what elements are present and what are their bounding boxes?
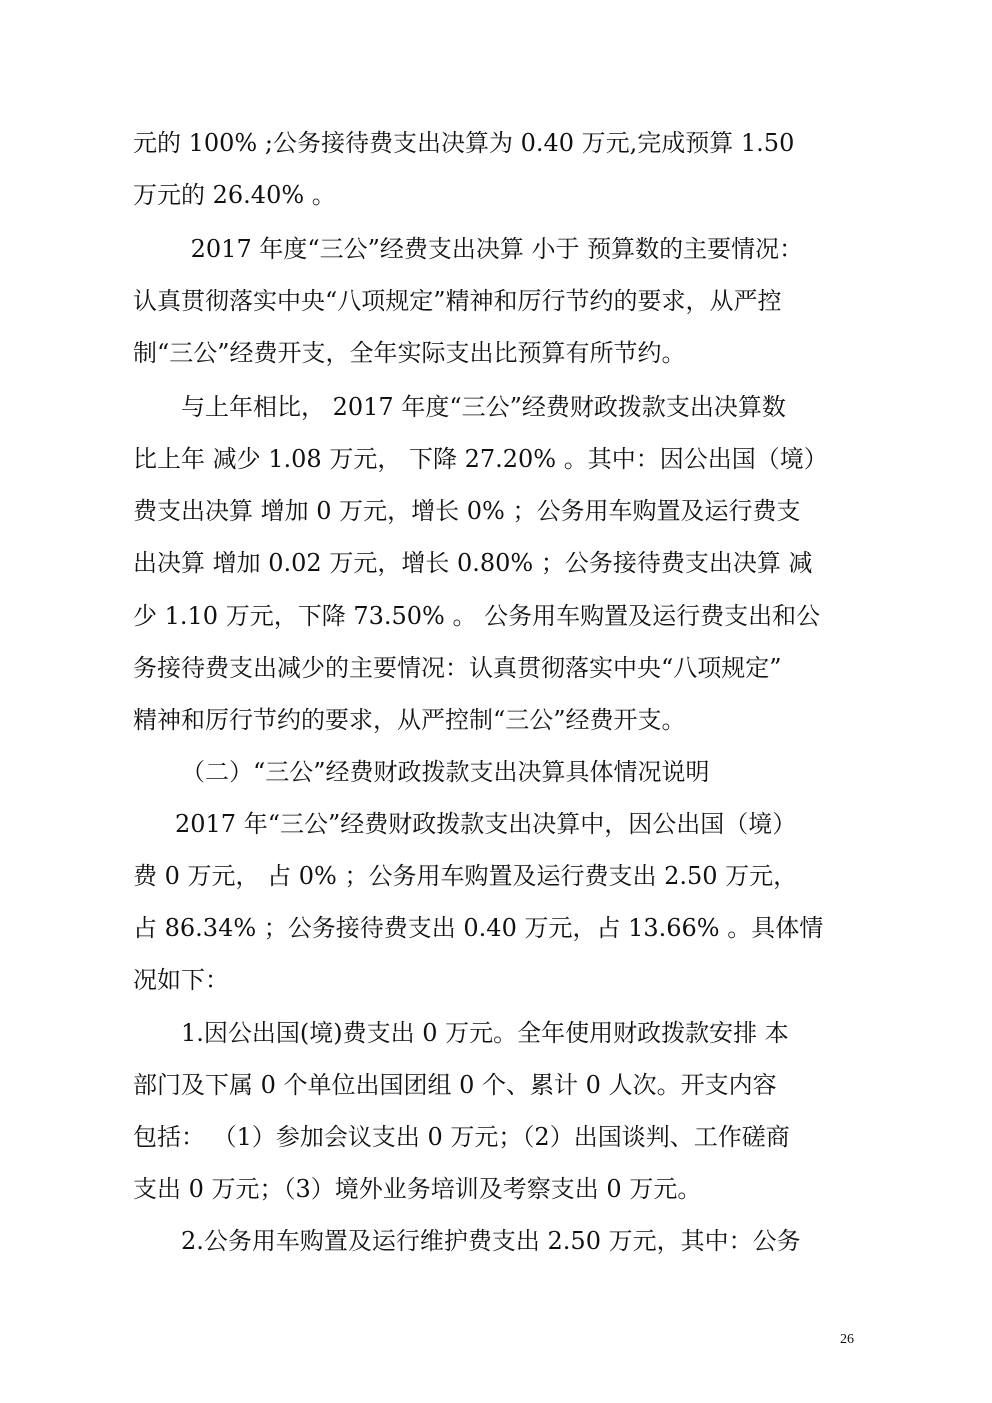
text-line-14: 2017 年“三公”经费财政拨款支出决算中，因公出国（境） [175, 810, 797, 838]
text-line-17: 况如下： [133, 966, 229, 994]
text-line-2: 万元的 26.40% 。 [133, 181, 336, 209]
text-line-15: 费 0 万元， 占 0% ；公务用车购置及运行费支出 2.50 万元， [133, 862, 798, 890]
text-line-18: 1.因公出国(境)费支出 0 万元。全年使用财政拨款安排 本 [181, 1019, 789, 1047]
text-line-7: 比上年 减少 1.08 万元， 下降 27.20% 。其中：因公出国（境） [133, 445, 828, 473]
text-line-20: 包括： （1）参加会议支出 0 万元；（2）出国谈判、工作磋商 [133, 1123, 790, 1151]
text-line-1: 元的 100% ;公务接待费支出决算为 0.40 万元,完成预算 1.50 [133, 129, 795, 157]
page-number: 26 [840, 1332, 854, 1347]
text-line-3: 2017 年度“三公”经费支出决算 小于 预算数的主要情况： [183, 235, 804, 263]
text-line-11: 务接待费支出减少的主要情况：认真贯彻落实中央“八项规定” [133, 654, 782, 682]
text-line-10: 少 1.10 万元，下降 73.50% 。 公务用车购置及运行费支出和公 [133, 602, 821, 630]
text-line-16: 占 86.34% ；公务接待费支出 0.40 万元，占 13.66% 。具体情 [133, 914, 824, 942]
text-line-12: 精神和厉行节约的要求，从严控制“三公”经费开支。 [133, 706, 686, 734]
text-line-21: 支出 0 万元；（3）境外业务培训及考察支出 0 万元。 [133, 1175, 702, 1203]
text-line-9: 出决算 增加 0.02 万元，增长 0.80% ；公务接待费支出决算 减 [133, 549, 813, 577]
text-line-5: 制“三公”经费开支，全年实际支出比预算有所节约。 [133, 339, 686, 367]
text-line-4: 认真贯彻落实中央“八项规定”精神和厉行节约的要求，从严控 [133, 287, 782, 315]
text-line-6: 与上年相比， 2017 年度“三公”经费财政拨款支出决算数 [181, 393, 786, 421]
section-heading: （二）“三公”经费财政拨款支出决算具体情况说明 [181, 758, 710, 786]
text-line-19: 部门及下属 0 个单位出国团组 0 个、累计 0 人次。开支内容 [133, 1071, 777, 1099]
text-line-8: 费支出决算 增加 0 万元，增长 0% ；公务用车购置及运行费支 [133, 497, 801, 525]
text-line-22: 2.公务用车购置及运行维护费支出 2.50 万元，其中：公务 [181, 1227, 801, 1255]
